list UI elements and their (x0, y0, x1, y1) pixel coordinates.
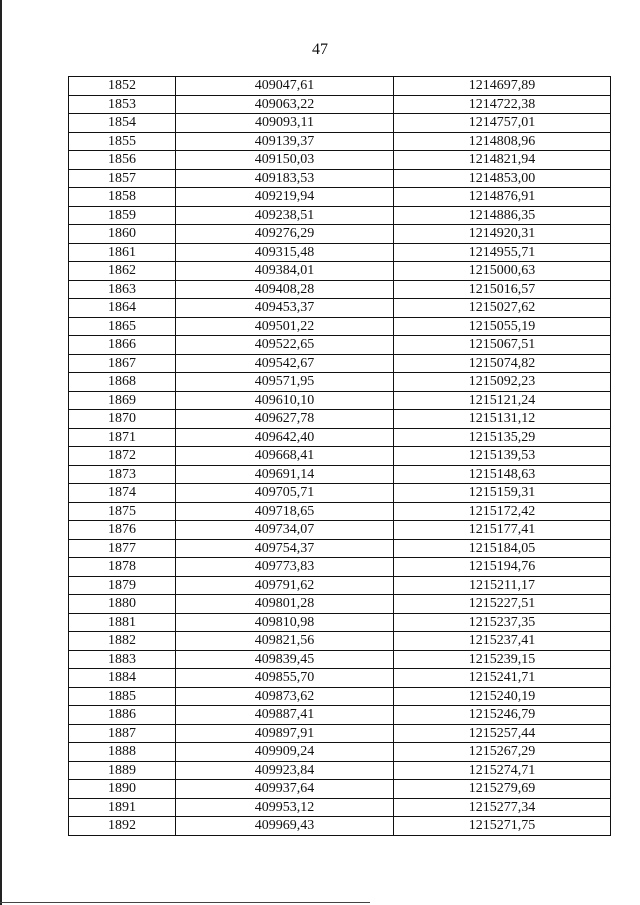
table-row (69, 761, 611, 780)
table-row (69, 317, 611, 336)
x-coordinate-cell: 409821,56 (176, 632, 394, 651)
x-coordinate-cell: 409855,70 (176, 669, 394, 688)
y-coordinate-cell: 1214920,31 (394, 225, 611, 244)
table-row (69, 354, 611, 373)
y-coordinate-cell: 1215177,41 (394, 521, 611, 540)
point-number-cell: 1883 (69, 650, 176, 669)
table-row (69, 188, 611, 207)
table-row (69, 465, 611, 484)
y-coordinate-cell: 1215016,57 (394, 280, 611, 299)
y-coordinate-cell: 1215246,79 (394, 706, 611, 725)
point-number-cell: 1892 (69, 817, 176, 836)
y-coordinate-cell: 1215139,53 (394, 447, 611, 466)
x-coordinate-cell: 409276,29 (176, 225, 394, 244)
y-coordinate-cell: 1215271,75 (394, 817, 611, 836)
x-coordinate-cell: 409897,91 (176, 724, 394, 743)
x-coordinate-cell: 409453,37 (176, 299, 394, 318)
x-coordinate-cell: 409873,62 (176, 687, 394, 706)
y-coordinate-cell: 1215131,12 (394, 410, 611, 429)
point-number-cell: 1865 (69, 317, 176, 336)
y-coordinate-cell: 1215277,34 (394, 798, 611, 817)
table-row (69, 650, 611, 669)
y-coordinate-cell: 1215184,05 (394, 539, 611, 558)
point-number-cell: 1861 (69, 243, 176, 262)
table-row (69, 613, 611, 632)
x-coordinate-cell: 409705,71 (176, 484, 394, 503)
y-coordinate-cell: 1215194,76 (394, 558, 611, 577)
point-number-cell: 1888 (69, 743, 176, 762)
point-number-cell: 1869 (69, 391, 176, 410)
table-row (69, 521, 611, 540)
coordinates-table (68, 76, 611, 836)
x-coordinate-cell: 409969,43 (176, 817, 394, 836)
y-coordinate-cell: 1214886,35 (394, 206, 611, 225)
y-coordinate-cell: 1214876,91 (394, 188, 611, 207)
point-number-cell: 1857 (69, 169, 176, 188)
table-row (69, 262, 611, 281)
point-number-cell: 1886 (69, 706, 176, 725)
point-number-cell: 1852 (69, 77, 176, 96)
y-coordinate-cell: 1215055,19 (394, 317, 611, 336)
x-coordinate-cell: 409093,11 (176, 114, 394, 133)
x-coordinate-cell: 409810,98 (176, 613, 394, 632)
table-row (69, 280, 611, 299)
x-coordinate-cell: 409063,22 (176, 95, 394, 114)
y-coordinate-cell: 1215148,63 (394, 465, 611, 484)
table-row (69, 95, 611, 114)
table-row (69, 484, 611, 503)
point-number-cell: 1879 (69, 576, 176, 595)
table-row (69, 595, 611, 614)
x-coordinate-cell: 409183,53 (176, 169, 394, 188)
y-coordinate-cell: 1215257,44 (394, 724, 611, 743)
x-coordinate-cell: 409150,03 (176, 151, 394, 170)
x-coordinate-cell: 409734,07 (176, 521, 394, 540)
point-number-cell: 1854 (69, 114, 176, 133)
table-row (69, 798, 611, 817)
y-coordinate-cell: 1215237,41 (394, 632, 611, 651)
x-coordinate-cell: 409668,41 (176, 447, 394, 466)
point-number-cell: 1882 (69, 632, 176, 651)
x-coordinate-cell: 409791,62 (176, 576, 394, 595)
point-number-cell: 1878 (69, 558, 176, 577)
table-row (69, 539, 611, 558)
point-number-cell: 1881 (69, 613, 176, 632)
x-coordinate-cell: 409773,83 (176, 558, 394, 577)
x-coordinate-cell: 409610,10 (176, 391, 394, 410)
point-number-cell: 1877 (69, 539, 176, 558)
page-edge-left (0, 0, 2, 905)
table-row (69, 373, 611, 392)
x-coordinate-cell: 409571,95 (176, 373, 394, 392)
table-row (69, 225, 611, 244)
table-row (69, 817, 611, 836)
x-coordinate-cell: 409047,61 (176, 77, 394, 96)
x-coordinate-cell: 409718,65 (176, 502, 394, 521)
x-coordinate-cell: 409801,28 (176, 595, 394, 614)
point-number-cell: 1890 (69, 780, 176, 799)
x-coordinate-cell: 409501,22 (176, 317, 394, 336)
y-coordinate-cell: 1214821,94 (394, 151, 611, 170)
y-coordinate-cell: 1215237,35 (394, 613, 611, 632)
table-row (69, 77, 611, 96)
point-number-cell: 1853 (69, 95, 176, 114)
table-row (69, 243, 611, 262)
point-number-cell: 1855 (69, 132, 176, 151)
page-edge-bottom (0, 902, 370, 903)
table-row (69, 447, 611, 466)
table-row (69, 780, 611, 799)
table-row (69, 632, 611, 651)
table-row (69, 706, 611, 725)
y-coordinate-cell: 1215241,71 (394, 669, 611, 688)
x-coordinate-cell: 409627,78 (176, 410, 394, 429)
x-coordinate-cell: 409839,45 (176, 650, 394, 669)
y-coordinate-cell: 1215279,69 (394, 780, 611, 799)
table-row (69, 669, 611, 688)
table-row (69, 687, 611, 706)
y-coordinate-cell: 1215267,29 (394, 743, 611, 762)
y-coordinate-cell: 1214853,00 (394, 169, 611, 188)
point-number-cell: 1884 (69, 669, 176, 688)
y-coordinate-cell: 1215121,24 (394, 391, 611, 410)
point-number-cell: 1872 (69, 447, 176, 466)
y-coordinate-cell: 1215067,51 (394, 336, 611, 355)
table-row (69, 576, 611, 595)
y-coordinate-cell: 1214955,71 (394, 243, 611, 262)
table-row (69, 132, 611, 151)
table-row (69, 206, 611, 225)
table-row (69, 410, 611, 429)
x-coordinate-cell: 409139,37 (176, 132, 394, 151)
x-coordinate-cell: 409384,01 (176, 262, 394, 281)
y-coordinate-cell: 1215092,23 (394, 373, 611, 392)
point-number-cell: 1868 (69, 373, 176, 392)
point-number-cell: 1864 (69, 299, 176, 318)
point-number-cell: 1871 (69, 428, 176, 447)
x-coordinate-cell: 409937,64 (176, 780, 394, 799)
page-number: 47 (312, 41, 328, 58)
point-number-cell: 1870 (69, 410, 176, 429)
point-number-cell: 1866 (69, 336, 176, 355)
point-number-cell: 1891 (69, 798, 176, 817)
y-coordinate-cell: 1215027,62 (394, 299, 611, 318)
y-coordinate-cell: 1214808,96 (394, 132, 611, 151)
x-coordinate-cell: 409542,67 (176, 354, 394, 373)
x-coordinate-cell: 409909,24 (176, 743, 394, 762)
point-number-cell: 1858 (69, 188, 176, 207)
point-number-cell: 1873 (69, 465, 176, 484)
point-number-cell: 1889 (69, 761, 176, 780)
y-coordinate-cell: 1215274,71 (394, 761, 611, 780)
point-number-cell: 1863 (69, 280, 176, 299)
table-row (69, 724, 611, 743)
point-number-cell: 1862 (69, 262, 176, 281)
table-row (69, 169, 611, 188)
y-coordinate-cell: 1215211,17 (394, 576, 611, 595)
x-coordinate-cell: 409219,94 (176, 188, 394, 207)
y-coordinate-cell: 1215227,51 (394, 595, 611, 614)
point-number-cell: 1880 (69, 595, 176, 614)
point-number-cell: 1885 (69, 687, 176, 706)
x-coordinate-cell: 409953,12 (176, 798, 394, 817)
y-coordinate-cell: 1214757,01 (394, 114, 611, 133)
y-coordinate-cell: 1215240,19 (394, 687, 611, 706)
y-coordinate-cell: 1215074,82 (394, 354, 611, 373)
table-row (69, 558, 611, 577)
y-coordinate-cell: 1214697,89 (394, 77, 611, 96)
table-row (69, 299, 611, 318)
point-number-cell: 1876 (69, 521, 176, 540)
table-row (69, 743, 611, 762)
y-coordinate-cell: 1215172,42 (394, 502, 611, 521)
x-coordinate-cell: 409923,84 (176, 761, 394, 780)
table-row (69, 428, 611, 447)
table-row (69, 336, 611, 355)
point-number-cell: 1875 (69, 502, 176, 521)
point-number-cell: 1874 (69, 484, 176, 503)
x-coordinate-cell: 409315,48 (176, 243, 394, 262)
point-number-cell: 1860 (69, 225, 176, 244)
y-coordinate-cell: 1214722,38 (394, 95, 611, 114)
x-coordinate-cell: 409642,40 (176, 428, 394, 447)
table-row (69, 114, 611, 133)
y-coordinate-cell: 1215000,63 (394, 262, 611, 281)
y-coordinate-cell: 1215239,15 (394, 650, 611, 669)
x-coordinate-cell: 409238,51 (176, 206, 394, 225)
table-row (69, 391, 611, 410)
point-number-cell: 1887 (69, 724, 176, 743)
point-number-cell: 1856 (69, 151, 176, 170)
x-coordinate-cell: 409408,28 (176, 280, 394, 299)
coordinates-table-body (69, 77, 611, 836)
table-row (69, 502, 611, 521)
point-number-cell: 1859 (69, 206, 176, 225)
point-number-cell: 1867 (69, 354, 176, 373)
x-coordinate-cell: 409887,41 (176, 706, 394, 725)
x-coordinate-cell: 409691,14 (176, 465, 394, 484)
y-coordinate-cell: 1215135,29 (394, 428, 611, 447)
table-row (69, 151, 611, 170)
x-coordinate-cell: 409754,37 (176, 539, 394, 558)
y-coordinate-cell: 1215159,31 (394, 484, 611, 503)
x-coordinate-cell: 409522,65 (176, 336, 394, 355)
